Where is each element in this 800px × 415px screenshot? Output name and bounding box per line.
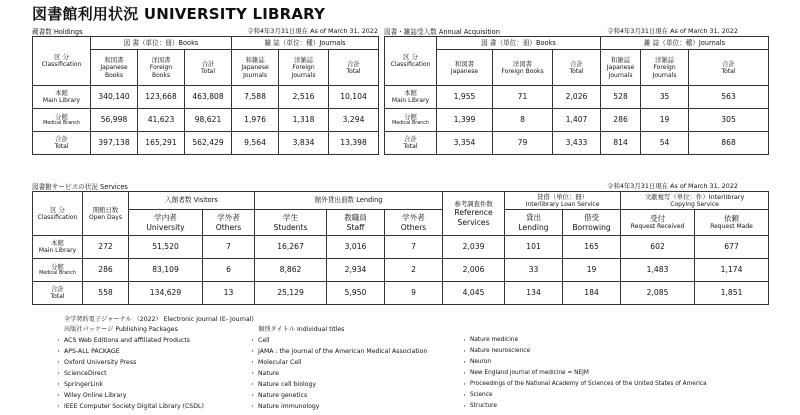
list-item: · IEEE Computer Society Digital Library (CSDL) (64, 403, 204, 410)
table-cell: 101 (505, 236, 563, 259)
list-item: · Structure (470, 403, 497, 409)
services-open-days-header: 開館日数 Open Days (83, 192, 129, 236)
table-cell: 16,267 (255, 236, 327, 259)
services-col-lending-others: 学外者 Others (385, 210, 443, 236)
list-item: · Nature neuroscience (470, 348, 530, 354)
table-cell: 123,668 (138, 86, 185, 109)
services-col-ill-lending: 貸出 Lending (505, 210, 563, 236)
table-cell: 272 (83, 236, 129, 259)
row-label: 分館 Medical Branch (33, 259, 83, 282)
table-cell: 3,834 (279, 132, 329, 155)
services-copy-header: 文献複写（単位：件）Interlibrary Copying Service (621, 192, 769, 210)
table-cell: 79 (493, 132, 553, 155)
services-lending-header: 館外貸出冊数 Lending (255, 192, 443, 210)
ejournal-heading: 全学契約電子ジャーナル （2022） Electronic Journal (E- Journal) (64, 316, 254, 323)
services-visitors-header: 入館者数 Visitors (129, 192, 255, 210)
list-item: · Nature medicine (470, 337, 518, 343)
table-cell: 1,851 (695, 282, 769, 305)
holdings-col-journals-total: 合計 Total (329, 50, 379, 86)
list-item: · Cell (258, 337, 270, 344)
titles-label: 個別タイトル Individual titles (258, 326, 345, 333)
list-item: · ACS Web Editions and affiliated Products (64, 337, 190, 344)
table-row (385, 132, 769, 155)
table-cell: 1,407 (553, 109, 601, 132)
acquisition-col-foreign-journals: 洋雑誌 Foreign Journals (641, 50, 689, 86)
table-cell: 56,998 (91, 109, 138, 132)
table-cell: 2,006 (443, 259, 505, 282)
table-cell: 134 (505, 282, 563, 305)
table-cell: 51,520 (129, 236, 203, 259)
table-row (33, 259, 769, 282)
table-cell: 7,588 (232, 86, 279, 109)
table-cell: 562,429 (185, 132, 232, 155)
table-row (385, 109, 769, 132)
row-label: 合計 Total (33, 282, 83, 305)
list-item: · Wiley Online Library (64, 392, 126, 399)
table-cell: 2,026 (553, 86, 601, 109)
services-col-students: 学生 Students (255, 210, 327, 236)
table-cell: 19 (563, 259, 621, 282)
table-cell: 1,976 (232, 109, 279, 132)
table-cell: 528 (601, 86, 641, 109)
table-row (33, 132, 379, 155)
table-cell: 397,138 (91, 132, 138, 155)
table-cell: 6 (203, 259, 255, 282)
row-label: 合計 Total (33, 132, 91, 155)
row-label: 分館 Medical Branch (33, 109, 91, 132)
table-cell: 868 (689, 132, 769, 155)
acquisition-col-journals-total: 合計 Total (689, 50, 769, 86)
list-item: · JAMA : the journal of the American Medical Association (258, 348, 427, 355)
table-cell: 19 (641, 109, 689, 132)
list-item: · SpringerLink (64, 381, 103, 388)
list-item: · Nature (258, 370, 279, 377)
row-label: 本館 Main Library (385, 86, 437, 109)
row-label: 本館 Main Library (33, 86, 91, 109)
holdings-books-header: 図 書（単位：冊）Books (91, 37, 232, 50)
table-cell: 3,433 (553, 132, 601, 155)
table-cell: 41,623 (138, 109, 185, 132)
table-row (33, 109, 379, 132)
table-row (33, 86, 379, 109)
table-cell: 1,955 (437, 86, 493, 109)
list-item: · ScienceDirect (64, 370, 107, 377)
table-cell: 2,085 (621, 282, 695, 305)
table-cell: 4,045 (443, 282, 505, 305)
acquisition-col-japanese-journals: 和雑誌 Japanese Journals (601, 50, 641, 86)
table-cell: 814 (601, 132, 641, 155)
table-cell: 3,016 (327, 236, 385, 259)
acquisition-col-japanese-books: 和図書 Japanese (437, 50, 493, 86)
acquisition-date: 令和4年3月31日現在 As of March 31, 2022 (607, 27, 738, 35)
table-cell: 1,318 (279, 109, 329, 132)
holdings-col-japanese-books: 和図書 Japanese Books (91, 50, 138, 86)
table-cell: 8,862 (255, 259, 327, 282)
page-title: 図書館利用状況 UNIVERSITY LIBRARY (32, 5, 326, 23)
table-cell: 9 (385, 282, 443, 305)
table-row (33, 282, 769, 305)
services-classification-header: 区 分 Classification (33, 192, 83, 236)
services-col-staff: 教職員 Staff (327, 210, 385, 236)
table-cell: 677 (695, 236, 769, 259)
packages-label: 出版社パッケージ Publishing Packages (64, 326, 178, 333)
table-cell: 10,104 (329, 86, 379, 109)
table-cell: 71 (493, 86, 553, 109)
holdings-table (32, 36, 379, 155)
table-cell: 563 (689, 86, 769, 109)
table-cell: 25,129 (255, 282, 327, 305)
holdings-classification-header: 区 分 Classification (33, 37, 91, 86)
table-cell: 558 (83, 282, 129, 305)
list-item: · Nature immunology (258, 403, 319, 410)
table-cell: 8 (493, 109, 553, 132)
table-cell: 165 (563, 236, 621, 259)
table-cell: 286 (83, 259, 129, 282)
table-cell: 13,398 (329, 132, 379, 155)
table-cell: 2,039 (443, 236, 505, 259)
table-cell: 2,934 (327, 259, 385, 282)
services-date: 令和4年3月31日現在 As of March 31, 2022 (607, 182, 738, 190)
holdings-caption: 蔵書数 Holdings (32, 28, 83, 36)
list-item: · New England journal of medicine = NEJM (470, 370, 589, 376)
table-cell: 83,109 (129, 259, 203, 282)
table-cell: 602 (621, 236, 695, 259)
table-row (33, 236, 769, 259)
list-item: · Proceedings of the National Academy of Sciences of the United States of America (470, 381, 707, 387)
table-cell: 1,174 (695, 259, 769, 282)
table-cell: 184 (563, 282, 621, 305)
table-cell: 340,140 (91, 86, 138, 109)
row-label: 合計 Total (385, 132, 437, 155)
services-col-ill-borrowing: 借受 Borrowing (563, 210, 621, 236)
table-cell: 2 (385, 259, 443, 282)
acquisition-classification-header: 区 分 Classification (385, 37, 437, 86)
table-cell: 33 (505, 259, 563, 282)
acquisition-caption: 図書・雑誌受入数 Annual Acquisition (384, 28, 500, 36)
holdings-col-foreign-journals: 洋雑誌 Foreign Journals (279, 50, 329, 86)
list-item: · Nature genetics (258, 392, 307, 399)
services-reference-header: 参考調査件数 Reference Services (443, 192, 505, 236)
table-row (385, 86, 769, 109)
holdings-date: 令和4年3月31日現在 As of March 31, 2022 (247, 27, 378, 35)
services-caption: 図書館サービスの状況 Services (32, 183, 128, 191)
table-cell: 1,483 (621, 259, 695, 282)
acquisition-col-books-total: 合計 Total (553, 50, 601, 86)
services-col-request-received: 受付 Request Received (621, 210, 695, 236)
acquisition-books-header: 図 書（単位：冊）Books (437, 37, 601, 50)
table-cell: 98,621 (185, 109, 232, 132)
table-cell: 5,950 (327, 282, 385, 305)
acquisition-table (384, 36, 769, 155)
table-cell: 9,564 (232, 132, 279, 155)
table-cell: 463,808 (185, 86, 232, 109)
list-item: · Nature cell biology (258, 381, 316, 388)
table-cell: 7 (203, 236, 255, 259)
table-cell: 13 (203, 282, 255, 305)
table-cell: 35 (641, 86, 689, 109)
services-table (32, 191, 769, 305)
table-cell: 54 (641, 132, 689, 155)
list-item: · Science (470, 392, 492, 398)
table-cell: 305 (689, 109, 769, 132)
holdings-col-books-total: 合計 Total (185, 50, 232, 86)
table-cell: 134,629 (129, 282, 203, 305)
services-col-visitors-others: 学外者 Others (203, 210, 255, 236)
holdings-journals-header: 雑 誌（単位：種）Journals (232, 37, 379, 50)
list-item: · Neuron (470, 359, 491, 365)
table-cell: 3,354 (437, 132, 493, 155)
table-cell: 3,294 (329, 109, 379, 132)
list-item: · Molecular Cell (258, 359, 302, 366)
acquisition-journals-header: 雑 誌（単位：種）Journals (601, 37, 769, 50)
services-col-request-made: 依頼 Request Made (695, 210, 769, 236)
services-col-university: 学内者 University (129, 210, 203, 236)
table-cell: 1,399 (437, 109, 493, 132)
table-cell: 286 (601, 109, 641, 132)
acquisition-col-foreign-books: 洋図書 Foreign Books (493, 50, 553, 86)
table-cell: 2,516 (279, 86, 329, 109)
row-label: 分館 Medical Branch (385, 109, 437, 132)
services-ill-header: 貸借（単位：冊） Interlibrary Loan Service (505, 192, 621, 210)
holdings-col-foreign-books: 洋図書 Foreign Books (138, 50, 185, 86)
table-cell: 165,291 (138, 132, 185, 155)
row-label: 本館 Main Library (33, 236, 83, 259)
list-item: · APS-ALL PACKAGE (64, 348, 120, 355)
list-item: · Oxford University Press (64, 359, 136, 366)
holdings-col-japanese-journals: 和雑誌 Japanese Journals (232, 50, 279, 86)
table-cell: 7 (385, 236, 443, 259)
